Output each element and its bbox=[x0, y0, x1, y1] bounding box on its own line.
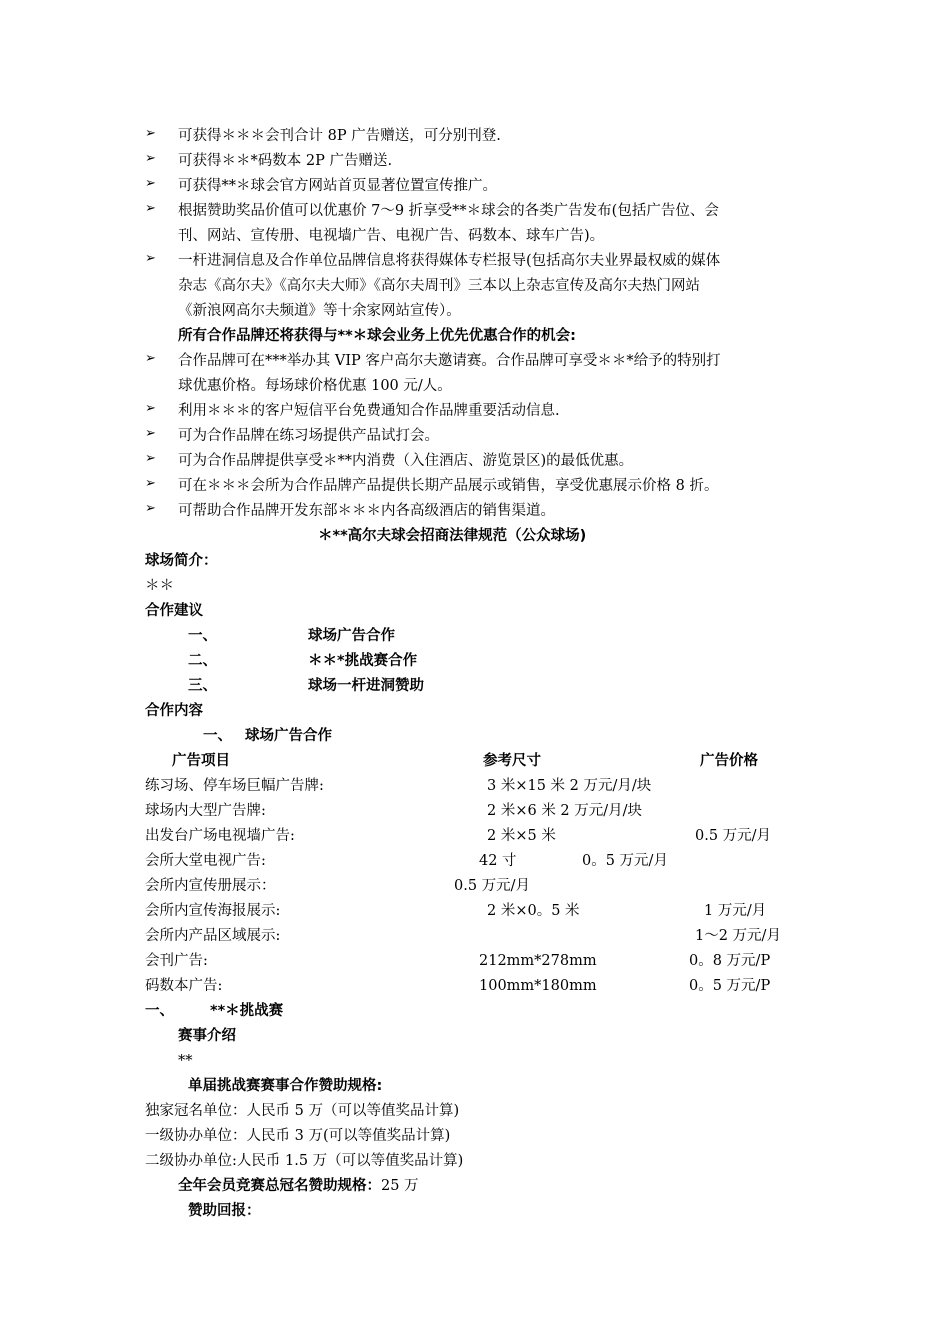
suggestion-text: 球场一杆进洞赞助 bbox=[308, 678, 424, 694]
annual-value: 25 万 bbox=[381, 1178, 419, 1194]
table-cell-size: 3 米×15 米 2 万元/月/块 bbox=[487, 778, 652, 794]
suggestion-text: ＊＊*挑战赛合作 bbox=[308, 653, 418, 669]
table-header-price: 广告价格 bbox=[700, 753, 758, 769]
sponsor-level: 独家冠名单位：人民币 5 万（可以等值奖品计算) bbox=[145, 1103, 460, 1119]
table-cell-price: 0。5 万元/月 bbox=[582, 853, 668, 869]
table-cell-size: 0.5 万元/月 bbox=[454, 878, 531, 894]
section-number: 一、 bbox=[203, 728, 232, 744]
bullet-marker: ➢ bbox=[145, 151, 156, 166]
intro-heading: 球场简介： bbox=[145, 553, 218, 569]
content-heading: 合作内容 bbox=[145, 703, 203, 719]
bullet-marker: ➢ bbox=[145, 501, 156, 516]
section-number: 一、 bbox=[145, 1003, 174, 1019]
section-title: **＊挑战赛 bbox=[210, 1003, 284, 1019]
section-title: 球场广告合作 bbox=[245, 728, 332, 744]
bullet-text: 《新浪网高尔夫频道》等十余家网站宣传）。 bbox=[178, 303, 461, 319]
bullet-text: 球优惠价格。每场球价格优惠 100 元/人。 bbox=[178, 378, 452, 394]
bullet-marker: ➢ bbox=[145, 351, 156, 366]
bullet-marker: ➢ bbox=[145, 251, 156, 266]
bullet-text: 根据赞助奖品价值可以优惠价 7～9 折享受**＊球会的各类广告发布(包括广告位、会 bbox=[178, 203, 719, 219]
table-header-item: 广告项目 bbox=[172, 753, 230, 769]
table-cell-item: 球场内大型广告牌: bbox=[145, 803, 266, 819]
bullet-text: 可为合作品牌在练习场提供产品试打会。 bbox=[178, 428, 439, 444]
bullet-marker: ➢ bbox=[145, 176, 156, 191]
cooperation-heading: 所有合作品牌还将获得与**＊球会业务上优先优惠合作的机会: bbox=[178, 328, 576, 344]
table-cell-price: 0。5 万元/P bbox=[689, 978, 771, 994]
bullet-text: 利用＊＊＊的客户短信平台免费通知合作品牌重要活动信息. bbox=[178, 403, 560, 419]
bullet-text: 可为合作品牌提供享受＊**内消费（入住酒店、游览景区)的最低优惠。 bbox=[178, 453, 634, 469]
suggestion-number: 二、 bbox=[188, 653, 217, 669]
table-cell-price: 1～2 万元/月 bbox=[695, 928, 781, 944]
bullet-text: 刊、网站、宣传册、电视墙广告、电视广告、码数本、球车广告)。 bbox=[178, 228, 605, 244]
table-cell-item: 会所内宣传册展示： bbox=[145, 878, 276, 894]
bullet-marker: ➢ bbox=[145, 126, 156, 141]
document-title: ＊**高尔夫球会招商法律规范（公众球场) bbox=[318, 528, 587, 544]
table-cell-item: 出发台广场电视墙广告: bbox=[145, 828, 295, 844]
bullet-marker: ➢ bbox=[145, 201, 156, 216]
bullet-marker: ➢ bbox=[145, 426, 156, 441]
table-cell-item: 会所大堂电视广告: bbox=[145, 853, 266, 869]
table-cell-size: 2 米×5 米 bbox=[487, 828, 556, 844]
table-cell-item: 会刊广告: bbox=[145, 953, 208, 969]
bullet-marker: ➢ bbox=[145, 451, 156, 466]
bullet-text: 可帮助合作品牌开发东部＊＊＊内各高级酒店的销售渠道。 bbox=[178, 503, 555, 519]
table-header-size: 参考尺寸 bbox=[483, 753, 541, 769]
bullet-marker: ➢ bbox=[145, 401, 156, 416]
annual-sponsor-line bbox=[178, 1176, 419, 1196]
sponsor-level: 一级协办单位：人民币 3 万(可以等值奖品计算) bbox=[145, 1128, 451, 1144]
bullet-text: 杂志《高尔夫》《高尔夫大师》《高尔夫周刊》三本以上杂志宣传及高尔夫热门网站 bbox=[178, 278, 700, 294]
table-cell-price: 0.5 万元/月 bbox=[695, 828, 772, 844]
annual-heading: 全年会员竞赛总冠名赞助规格： bbox=[178, 1178, 381, 1194]
table-cell-item: 会所内产品区域展示: bbox=[145, 928, 281, 944]
table-cell-size: 42 寸 bbox=[479, 853, 517, 869]
bullet-text: 可获得**＊球会官方网站首页显著位置宣传推广。 bbox=[178, 178, 497, 194]
bullet-text: 一杆进洞信息及合作单位品牌信息将获得媒体专栏报导(包括高尔夫业界最权威的媒体 bbox=[178, 253, 721, 269]
table-cell-item: 码数本广告: bbox=[145, 978, 223, 994]
suggest-heading: 合作建议 bbox=[145, 603, 203, 619]
table-cell-size: 100mm*180mm bbox=[479, 978, 597, 994]
event-intro-text: ** bbox=[178, 1053, 193, 1069]
sponsor-spec-heading: 单届挑战赛赛事合作赞助规格: bbox=[188, 1078, 383, 1094]
intro-text: ＊＊ bbox=[145, 578, 174, 594]
bullet-marker: ➢ bbox=[145, 476, 156, 491]
table-cell-price: 0。8 万元/P bbox=[689, 953, 771, 969]
sponsor-level: 二级协办单位:人民币 1.5 万（可以等值奖品计算) bbox=[145, 1153, 464, 1169]
table-cell-price: 1 万元/月 bbox=[704, 903, 767, 919]
suggestion-number: 三、 bbox=[188, 678, 217, 694]
table-cell-size: 2 米×6 米 2 万元/月/块 bbox=[487, 803, 643, 819]
table-cell-item: 会所内宣传海报展示: bbox=[145, 903, 281, 919]
table-cell-size: 212mm*278mm bbox=[479, 953, 597, 969]
bullet-text: 可在＊＊＊会所为合作品牌产品提供长期产品展示或销售，享受优惠展示价格 8 折。 bbox=[178, 478, 719, 494]
bullet-text: 可获得＊＊＊会刊合计 8P 广告赠送，可分别刊登. bbox=[178, 128, 501, 144]
event-intro-heading: 赛事介绍 bbox=[178, 1028, 236, 1044]
reward-heading: 赞助回报： bbox=[188, 1203, 261, 1219]
suggestion-text: 球场广告合作 bbox=[308, 628, 395, 644]
table-cell-item: 练习场、停车场巨幅广告牌: bbox=[145, 778, 324, 794]
bullet-text: 可获得＊＊*码数本 2P 广告赠送. bbox=[178, 153, 393, 169]
table-cell-size: 2 米×0。5 米 bbox=[487, 903, 580, 919]
bullet-text: 合作品牌可在***举办其 VIP 客户高尔夫邀请赛。合作品牌可享受＊＊*给予的特别打 bbox=[178, 353, 721, 369]
suggestion-number: 一、 bbox=[188, 628, 217, 644]
